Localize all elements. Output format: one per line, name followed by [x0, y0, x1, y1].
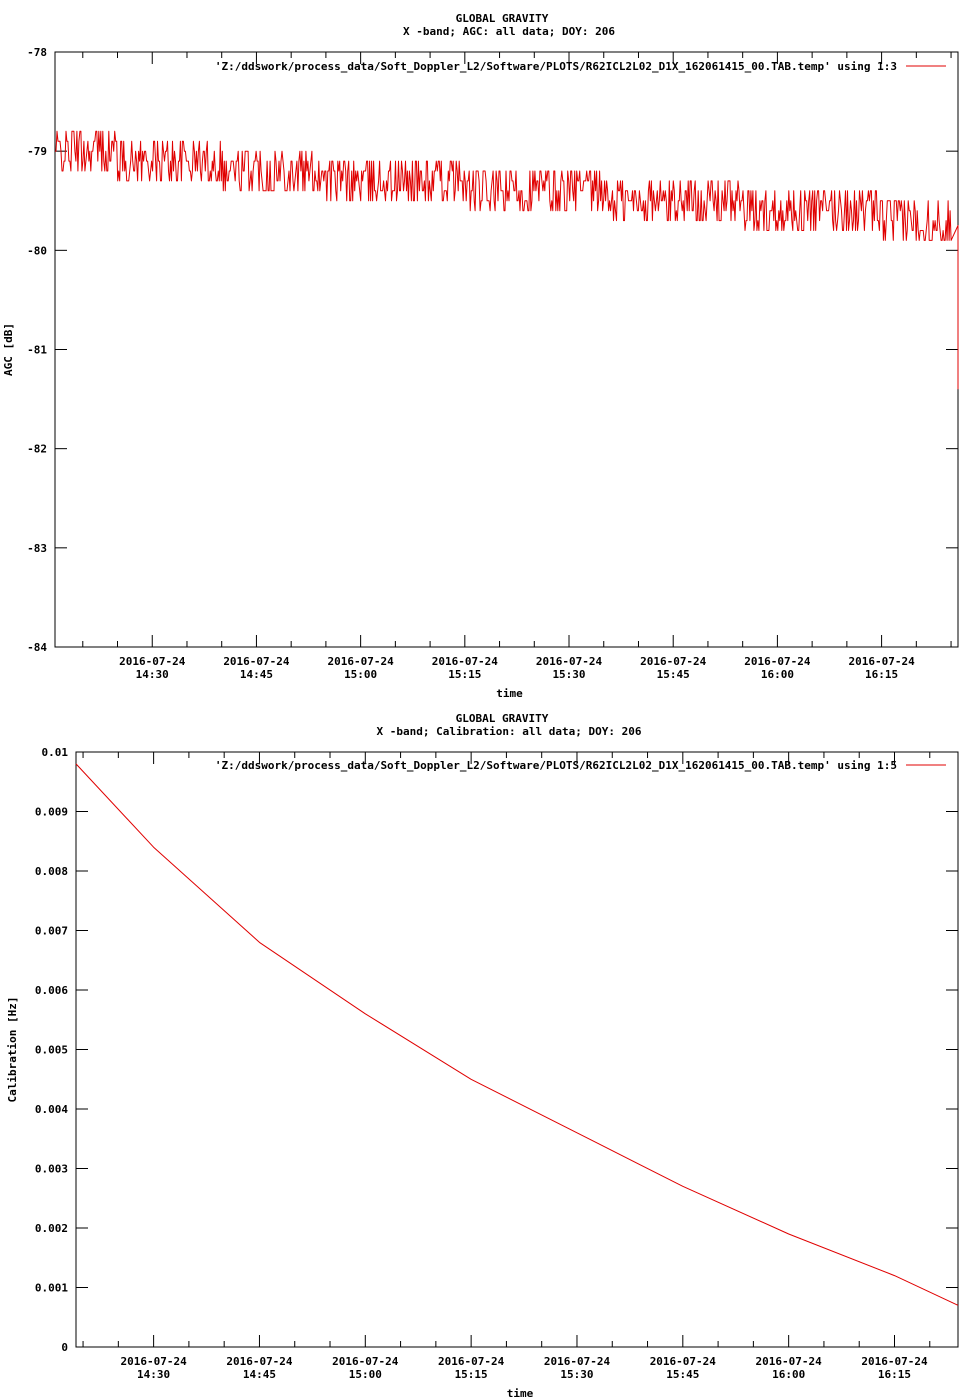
- y-tick-label: -82: [27, 442, 47, 456]
- chart-panel-1: [2, 12, 958, 700]
- y-tick-label: -79: [27, 145, 47, 159]
- chart-title: GLOBAL GRAVITY: [455, 12, 549, 25]
- y-tick-label: -83: [27, 541, 47, 555]
- plot-frame: [55, 52, 958, 647]
- x-tick-time-label: 15:15: [454, 1368, 488, 1381]
- x-tick-date-label: 2016-07-24: [744, 655, 811, 668]
- x-tick-date-label: 2016-07-24: [848, 655, 915, 668]
- y-axis-label: AGC [dB]: [2, 323, 15, 376]
- x-tick-time-label: 16:00: [760, 668, 794, 681]
- y-axis-label: Calibration [Hz]: [6, 996, 19, 1103]
- legend-entry-label: 'Z:/ddswork/process_data/Soft_Doppler_L2/Software/PLOTS/R62ICL2L02_D1X_162061415_00.TAB.temp' using 1:5: [214, 759, 897, 772]
- y-tick-label: -80: [27, 244, 47, 258]
- x-tick-time-label: 14:30: [137, 1368, 171, 1381]
- x-tick-time-label: 16:15: [865, 668, 899, 681]
- x-tick-date-label: 2016-07-24: [223, 655, 290, 668]
- series-line: [55, 131, 958, 389]
- x-tick-date-label: 2016-07-24: [640, 655, 707, 668]
- x-axis-label: time: [506, 1387, 534, 1400]
- y-tick-label: 0.008: [34, 865, 68, 878]
- y-tick-label: 0.003: [34, 1162, 68, 1176]
- x-tick-time-label: 14:45: [242, 1368, 277, 1381]
- x-axis-label: time: [496, 687, 523, 700]
- x-tick-time-label: 15:00: [344, 668, 378, 681]
- x-tick-time-label: 15:30: [552, 668, 586, 681]
- y-tick-label: 0.001: [34, 1281, 68, 1295]
- x-tick-time-label: 16:00: [772, 1368, 806, 1381]
- y-tick-label: -81: [27, 343, 47, 357]
- x-tick-date-label: 2016-07-24: [535, 655, 603, 668]
- plot-frame: [76, 752, 958, 1347]
- y-tick-label: 0.01: [41, 746, 68, 759]
- x-tick-date-label: 2016-07-24: [431, 655, 498, 668]
- y-tick-label: 0.005: [34, 1043, 68, 1057]
- x-tick-date-label: 2016-07-24: [649, 1355, 716, 1368]
- y-tick-label: -84: [27, 641, 47, 654]
- x-tick-time-label: 15:45: [656, 668, 690, 681]
- y-tick-label: 0.004: [34, 1103, 68, 1116]
- y-tick-label: 0.009: [34, 805, 68, 819]
- x-tick-date-label: 2016-07-24: [119, 655, 186, 668]
- legend-entry-label: 'Z:/ddswork/process_data/Soft_Doppler_L2/Software/PLOTS/R62ICL2L02_D1X_162061415_00.TAB.temp' using 1:3: [214, 60, 897, 73]
- x-tick-date-label: 2016-07-24: [438, 1355, 505, 1368]
- x-tick-date-label: 2016-07-24: [332, 1355, 399, 1368]
- x-tick-date-label: 2016-07-24: [120, 1355, 187, 1368]
- chart-subtitle: X -band; Calibration: all data; DOY: 206: [376, 725, 642, 738]
- x-tick-date-label: 2016-07-24: [226, 1355, 293, 1368]
- chart-panel-2: [6, 712, 958, 1400]
- chart-title: GLOBAL GRAVITY: [455, 712, 549, 725]
- y-tick-label: 0: [61, 1341, 68, 1354]
- x-tick-time-label: 14:45: [239, 668, 274, 681]
- x-tick-date-label: 2016-07-24: [755, 1355, 822, 1368]
- x-tick-date-label: 2016-07-24: [327, 655, 394, 668]
- x-tick-time-label: 15:00: [348, 1368, 382, 1381]
- y-tick-label: 0.007: [34, 924, 68, 938]
- chart-subtitle: X -band; AGC: all data; DOY: 206: [403, 25, 615, 38]
- x-tick-date-label: 2016-07-24: [543, 1355, 611, 1368]
- series-line: [76, 764, 958, 1305]
- x-tick-time-label: 14:30: [135, 668, 169, 681]
- x-tick-time-label: 15:30: [560, 1368, 594, 1381]
- x-tick-time-label: 15:45: [666, 1368, 700, 1381]
- x-tick-time-label: 15:15: [448, 668, 482, 681]
- y-tick-label: -78: [27, 46, 47, 59]
- x-tick-time-label: 16:15: [877, 1368, 912, 1381]
- y-tick-label: 0.002: [34, 1222, 68, 1235]
- y-tick-label: 0.006: [34, 984, 68, 997]
- x-tick-date-label: 2016-07-24: [861, 1355, 928, 1368]
